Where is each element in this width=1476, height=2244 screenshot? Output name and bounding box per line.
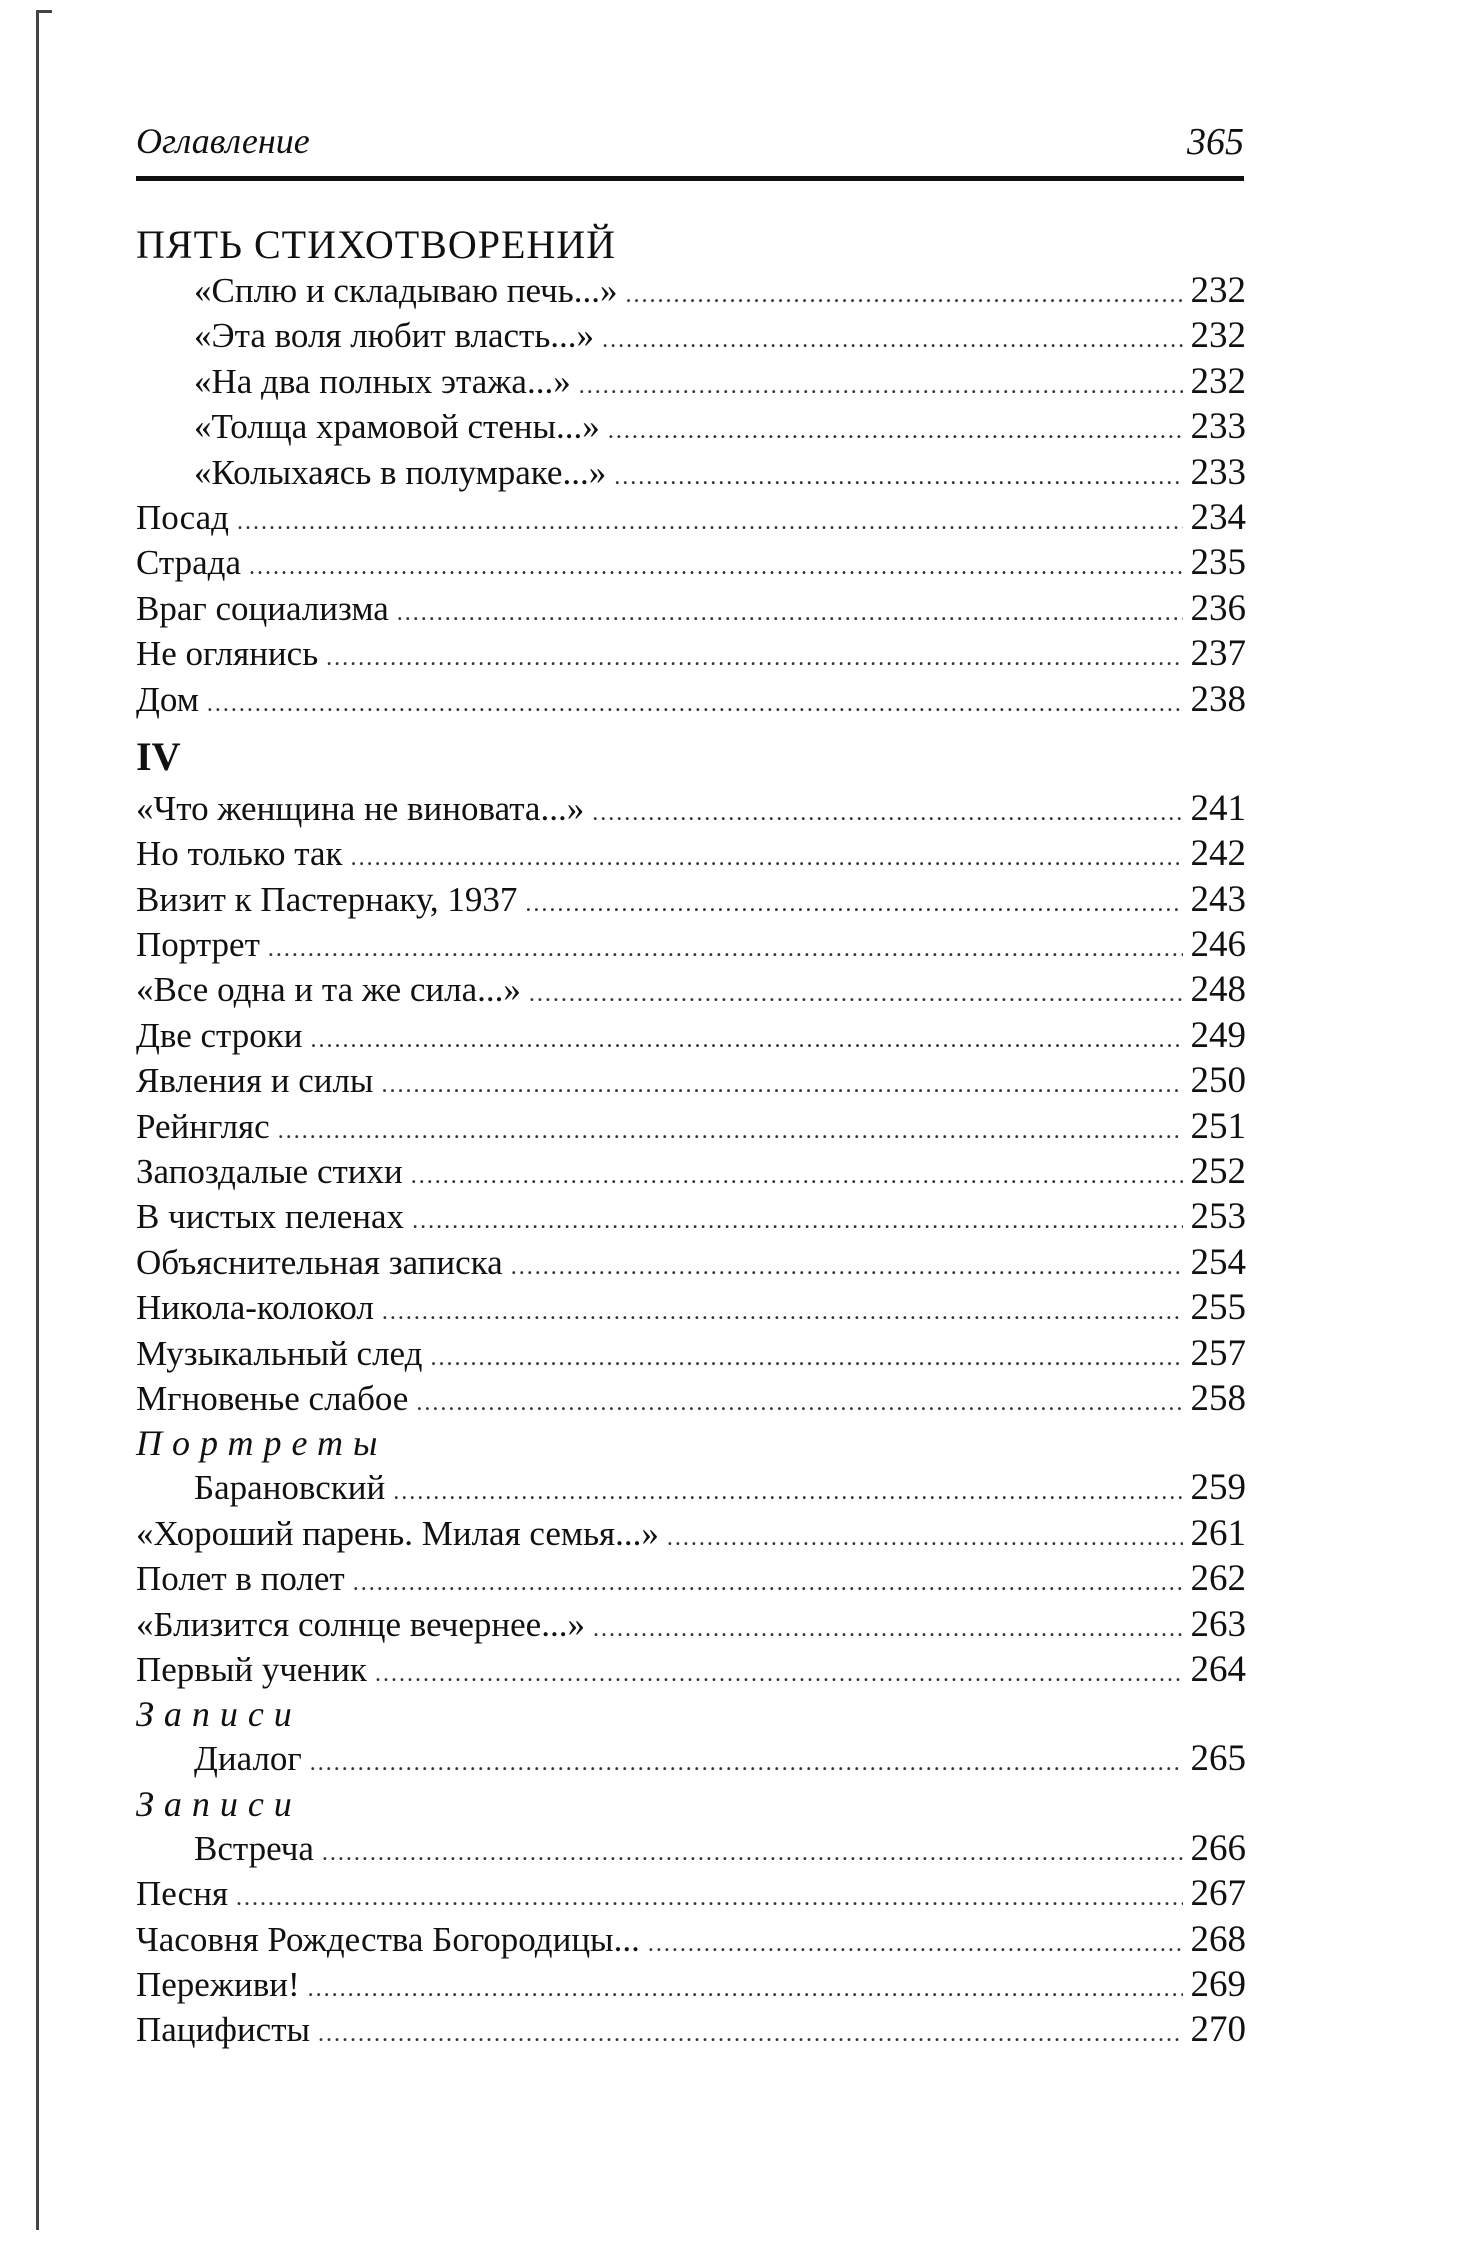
toc-entry: [136, 1331, 1246, 1376]
entry-title: Музыкальный след: [136, 1333, 423, 1373]
toc-entry: [136, 1013, 1246, 1058]
entry-page: 257: [1190, 1332, 1246, 1374]
entry-page: 262: [1190, 1558, 1246, 1600]
leader-dots: [322, 1831, 1183, 1876]
entry-page: 253: [1190, 1196, 1246, 1238]
leader-dots: [393, 1470, 1182, 1515]
toc-entry: [136, 2007, 1246, 2052]
entry-page: 233: [1190, 451, 1246, 493]
toc-entry: [136, 877, 1246, 922]
toc-entry: [136, 268, 1246, 313]
leader-dots: [278, 1109, 1183, 1154]
entry-page: 252: [1190, 1151, 1246, 1193]
toc-entry: [136, 495, 1246, 540]
toc-entry: [136, 1871, 1246, 1916]
entry-page: 261: [1190, 1512, 1246, 1554]
entry-title: Явления и силы: [136, 1061, 374, 1101]
leader-dots: [525, 882, 1182, 927]
section-heading: ПЯТЬ СТИХОТВОРЕНИЙ: [136, 222, 617, 267]
toc-entry: [136, 1149, 1246, 1194]
leader-dots: [626, 273, 1183, 318]
toc-entry: [136, 1376, 1246, 1421]
toc-entry: [136, 786, 1246, 831]
entry-page: 267: [1190, 1873, 1246, 1915]
leader-dots: [318, 2012, 1182, 2057]
leader-dots: [667, 1516, 1183, 1561]
running-title: Оглавление: [136, 121, 310, 161]
leader-dots: [237, 500, 1183, 545]
entry-title: Посад: [136, 497, 229, 537]
page-frame-edge: [36, 10, 39, 2230]
running-header: [136, 120, 1244, 182]
entry-title: Первый ученик: [136, 1649, 367, 1689]
entry-title: Две строки: [136, 1015, 303, 1055]
entry-page: 243: [1190, 878, 1246, 920]
leader-dots: [397, 591, 1183, 636]
entry-title: «Что женщина не виновата...»: [136, 788, 585, 828]
subsection-heading: Записи: [136, 1783, 302, 1824]
leader-dots: [308, 1967, 1183, 2012]
leader-dots: [411, 1154, 1183, 1199]
toc-entry: [136, 313, 1246, 358]
entry-title: Рейнгляс: [136, 1106, 270, 1146]
toc-entry: [136, 1736, 1246, 1781]
leader-dots: [310, 1741, 1183, 1786]
leader-dots: [614, 455, 1182, 500]
entry-title: Никола-колокол: [136, 1288, 374, 1328]
entry-page: 236: [1190, 587, 1246, 629]
entry-page: 266: [1190, 1827, 1246, 1869]
toc-entry: [136, 1602, 1246, 1647]
entry-page: 255: [1190, 1287, 1246, 1329]
entry-page: 265: [1190, 1738, 1246, 1780]
leader-dots: [351, 836, 1183, 881]
toc-entry: [136, 404, 1246, 449]
entry-title: Дом: [136, 679, 199, 719]
subsection-heading: Записи: [136, 1694, 302, 1735]
entry-title: Барановский: [194, 1468, 386, 1508]
leader-dots: [511, 1245, 1183, 1290]
leader-dots: [207, 682, 1183, 727]
toc-entry: [136, 540, 1246, 585]
entry-page: 250: [1190, 1060, 1246, 1102]
leader-dots: [310, 1018, 1182, 1063]
toc-entry: [136, 967, 1246, 1012]
entry-page: 263: [1190, 1603, 1246, 1645]
leader-dots: [268, 927, 1183, 972]
entry-title: Переживи!: [136, 1964, 300, 2004]
leader-dots: [608, 409, 1183, 454]
entry-title: В чистых пеленах: [136, 1197, 405, 1237]
entry-page: 238: [1190, 678, 1246, 720]
leader-dots: [579, 364, 1183, 409]
toc-entry: [136, 1058, 1246, 1103]
leader-dots: [375, 1652, 1183, 1697]
toc-entry: [136, 831, 1246, 876]
entry-title: Встреча: [194, 1828, 314, 1868]
leader-dots: [326, 636, 1182, 681]
entry-title: Враг социализма: [136, 588, 389, 628]
entry-page: 249: [1190, 1014, 1246, 1056]
toc-entry: [136, 1962, 1246, 2007]
entry-title: Диалог: [194, 1739, 302, 1779]
leader-dots: [592, 791, 1182, 836]
entry-title: «Близится солнце вечернее...»: [136, 1604, 585, 1644]
entry-title: Полет в полет: [136, 1559, 345, 1599]
toc-entry: [136, 1556, 1246, 1601]
toc-entry: [136, 1511, 1246, 1556]
entry-page: 242: [1190, 833, 1246, 875]
entry-page: 259: [1190, 1467, 1246, 1509]
entry-title: Песня: [136, 1874, 229, 1914]
toc-entry: [136, 1240, 1246, 1285]
entry-page: 237: [1190, 633, 1246, 675]
entry-page: 258: [1190, 1377, 1246, 1419]
entry-title: Пацифисты: [136, 2010, 311, 2050]
table-of-contents: [136, 222, 1246, 2053]
toc-entry: [136, 586, 1246, 631]
leader-dots: [381, 1063, 1182, 1108]
toc-entry: [136, 1104, 1246, 1149]
entry-page: 269: [1190, 1963, 1246, 2005]
leader-dots: [412, 1199, 1182, 1244]
part-heading: IV: [136, 733, 181, 779]
leader-dots: [529, 972, 1183, 1017]
toc-entry: [136, 1826, 1246, 1871]
entry-title: «Колыхаясь в полумраке...»: [194, 452, 607, 492]
entry-title: Но только так: [136, 834, 343, 874]
toc-entry: [136, 359, 1246, 404]
entry-page: 264: [1190, 1648, 1246, 1690]
toc-entry: [136, 1647, 1246, 1692]
entry-title: «Все одна и та же сила...»: [136, 970, 521, 1010]
page-number: 365: [1187, 121, 1244, 163]
leader-dots: [593, 1607, 1183, 1652]
entry-page: 241: [1190, 787, 1246, 829]
toc-entry: [136, 677, 1246, 722]
toc-entry: [136, 1917, 1246, 1962]
entry-title: «Эта воля любит власть...»: [194, 316, 595, 356]
entry-title: «Сплю и складываю печь...»: [194, 271, 618, 310]
entry-page: 270: [1190, 2009, 1246, 2051]
leader-dots: [236, 1876, 1182, 1921]
entry-page: 268: [1190, 1918, 1246, 1960]
entry-title: «Хороший парень. Милая семья...»: [136, 1513, 659, 1553]
toc-entry: [136, 450, 1246, 495]
entry-title: Страда: [136, 543, 241, 583]
entry-title: «Толща храмовой стены...»: [194, 407, 600, 447]
leader-dots: [353, 1561, 1183, 1606]
entry-page: 232: [1190, 270, 1246, 311]
entry-page: 254: [1190, 1241, 1246, 1283]
entry-title: Часовня Рождества Богородицы...: [136, 1919, 640, 1959]
entry-page: 251: [1190, 1105, 1246, 1147]
entry-title: Запоздалые стихи: [136, 1152, 403, 1192]
entry-title: «На два полных этажа...»: [194, 361, 571, 401]
entry-title: Портрет: [136, 925, 260, 965]
entry-page: 235: [1190, 542, 1246, 584]
entry-page: 232: [1190, 360, 1246, 402]
toc-entry: [136, 1285, 1246, 1330]
toc-entry: [136, 1465, 1246, 1510]
leader-dots: [416, 1381, 1182, 1426]
entry-title: Объяснительная записка: [136, 1242, 503, 1282]
toc-entry: [136, 1194, 1246, 1239]
leader-dots: [430, 1336, 1182, 1381]
entry-page: 234: [1190, 496, 1246, 538]
leader-dots: [648, 1922, 1183, 1967]
entry-page: 248: [1190, 969, 1246, 1011]
entry-page: 246: [1190, 924, 1246, 966]
entry-page: 232: [1190, 315, 1246, 357]
toc-entry: [136, 631, 1246, 676]
entry-title: Мгновенье слабое: [136, 1378, 409, 1418]
subsection-heading: Портреты: [136, 1423, 388, 1464]
entry-title: Не оглянись: [136, 634, 319, 674]
toc-entry: [136, 922, 1246, 967]
header-rule: [136, 176, 1244, 181]
entry-title: Визит к Пастернаку, 1937: [136, 879, 518, 919]
entry-page: 233: [1190, 406, 1246, 448]
leader-dots: [382, 1290, 1183, 1335]
leader-dots: [249, 545, 1183, 590]
leader-dots: [602, 318, 1182, 363]
